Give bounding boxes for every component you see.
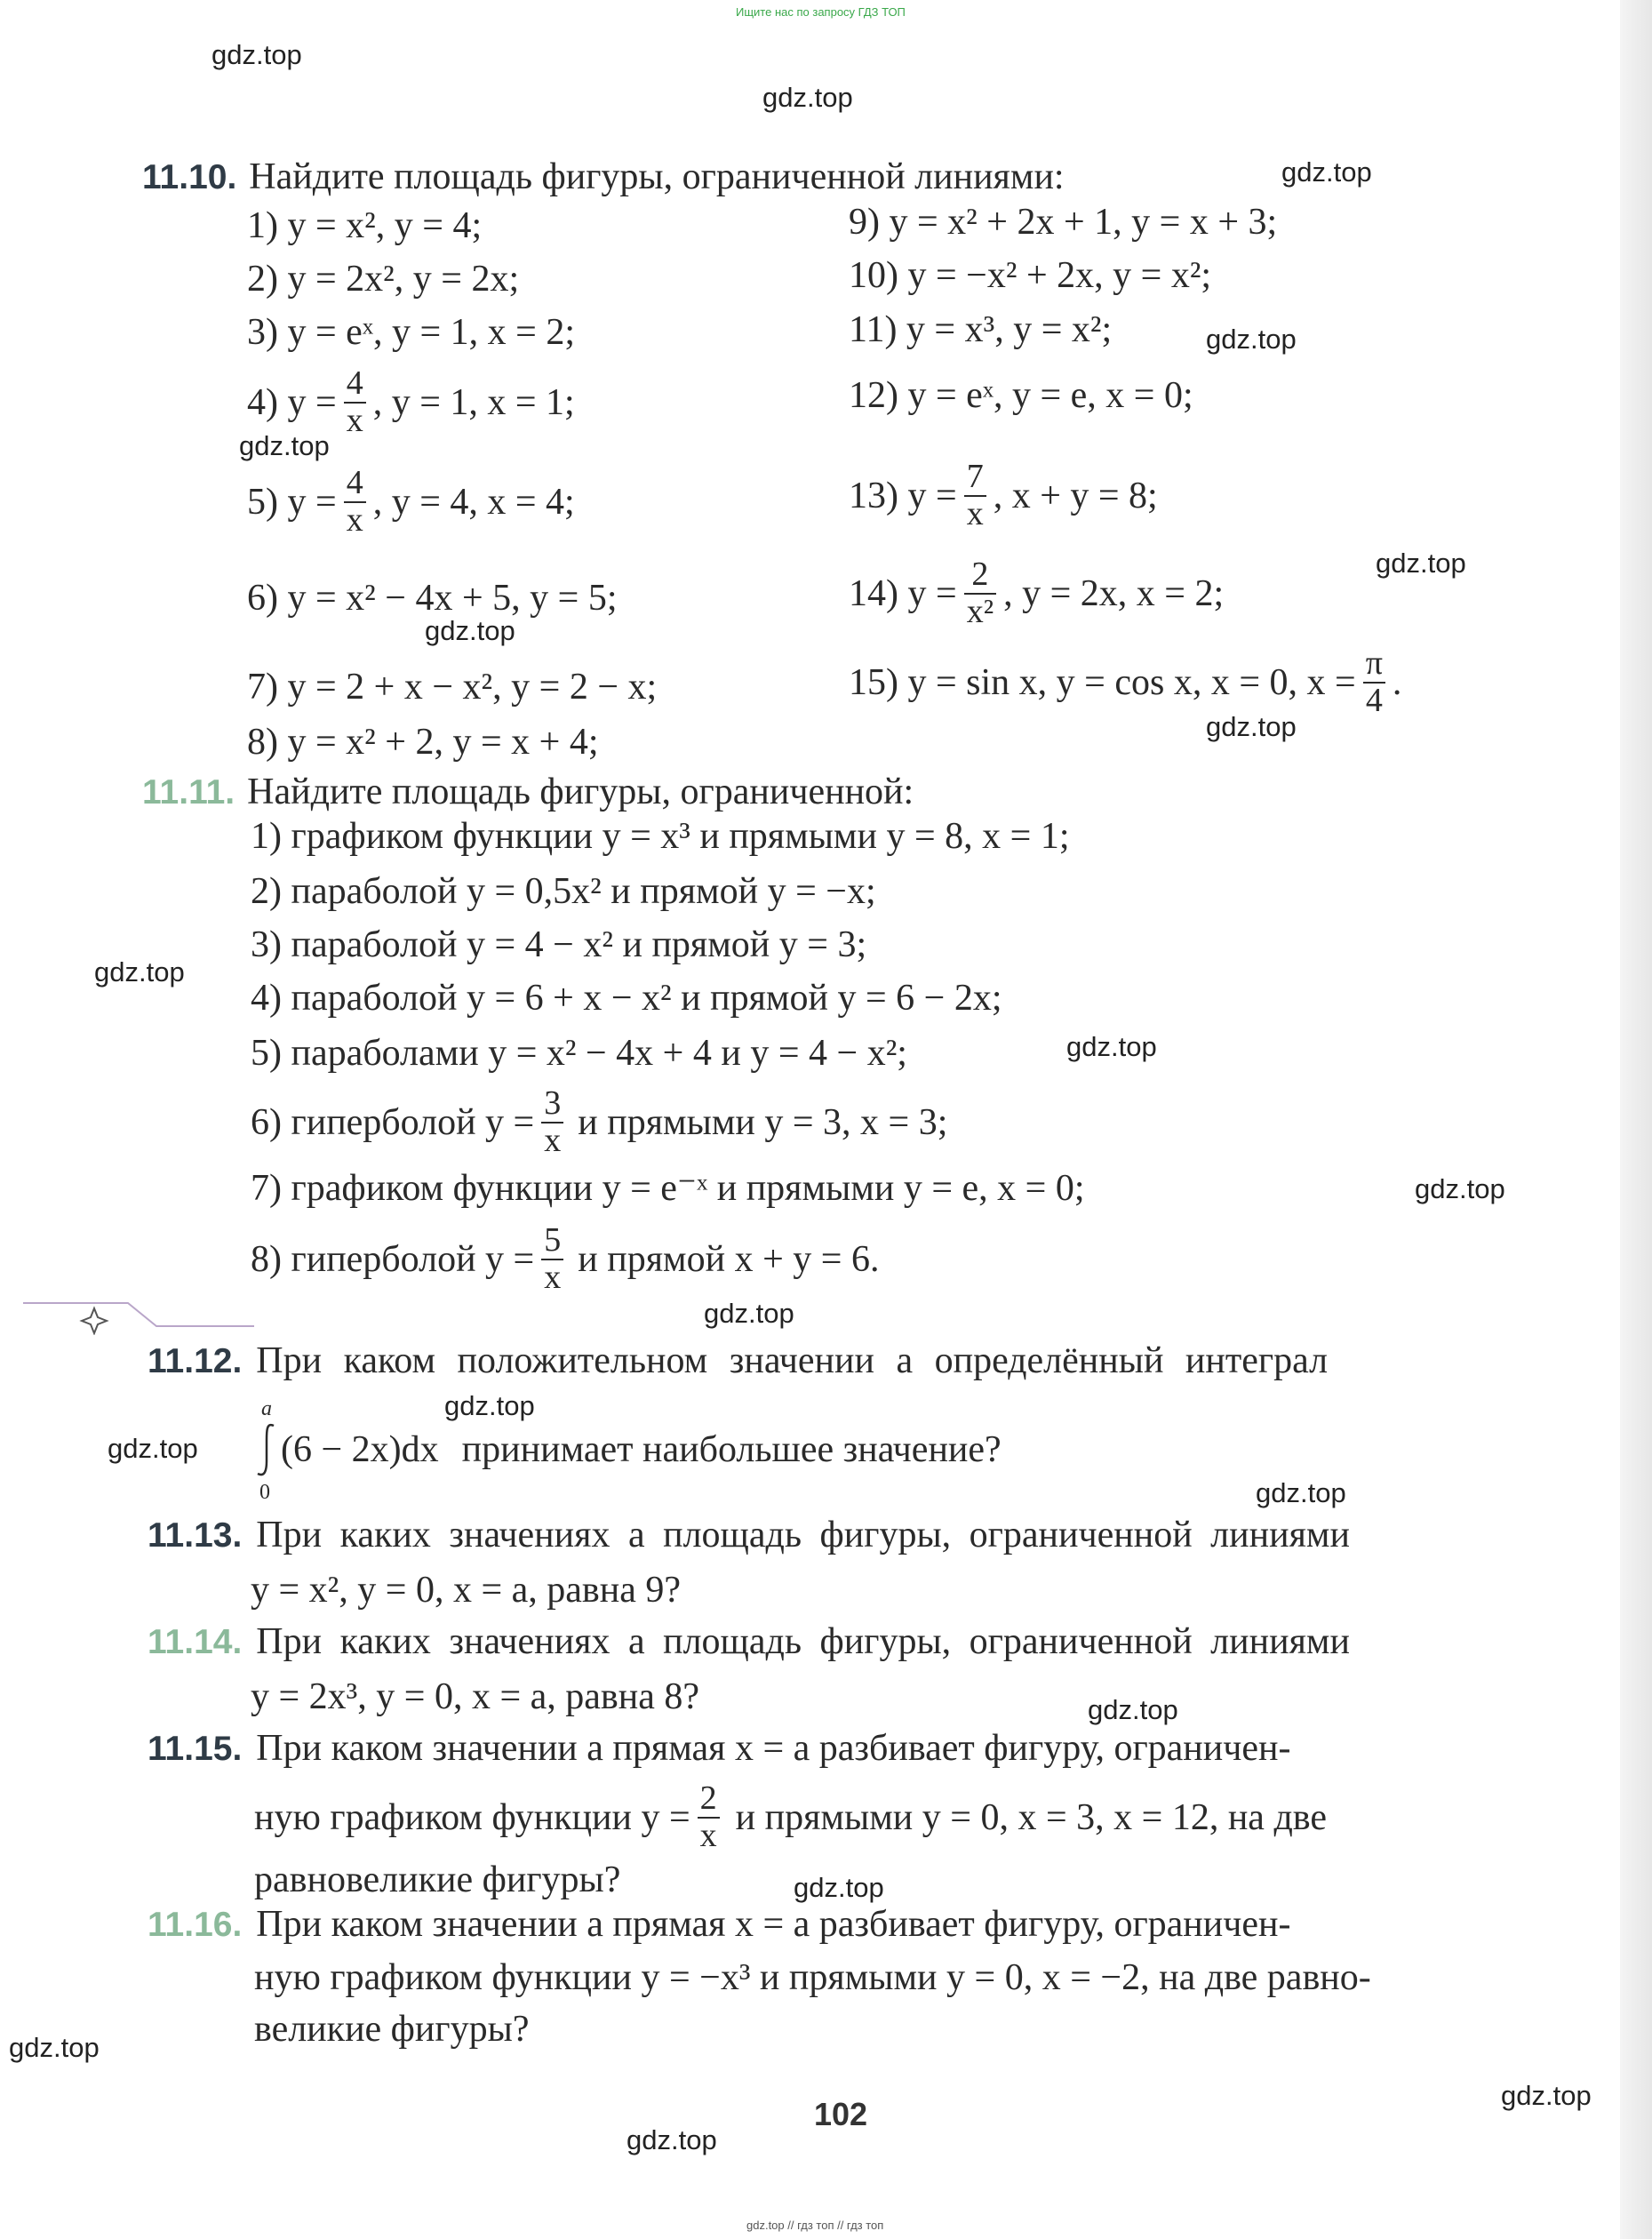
item-11-11-6 bbox=[251, 1086, 947, 1159]
item-11-10-15 bbox=[849, 646, 1401, 719]
problem-11-11-header bbox=[142, 773, 914, 811]
item-suffix: , x + y = 8; bbox=[993, 475, 1158, 516]
fraction-denominator: x bbox=[699, 1816, 717, 1854]
problem-11-15-line1 bbox=[148, 1730, 1291, 1767]
problem-11-16-line3: великие фигуры? bbox=[254, 2009, 530, 2050]
item-11-10-10: 10) y = −x² + 2x, y = x²; bbox=[849, 255, 1212, 296]
item-11-10-1: 1) y = x², y = 4; bbox=[247, 205, 483, 246]
page-edge-shadow bbox=[1620, 0, 1652, 2239]
line-suffix: и прямыми y = 0, x = 3, x = 12, на две bbox=[735, 1796, 1328, 1838]
watermark: gdz.top bbox=[425, 615, 515, 646]
item-11-11-7: 7) графиком функции y = e⁻ˣ и прямыми y = e, x = 0; bbox=[251, 1168, 1085, 1209]
item-11-10-2: 2) y = 2x², y = 2x; bbox=[247, 259, 520, 300]
watermark: gdz.top bbox=[1088, 1694, 1178, 1725]
item-11-10-4 bbox=[247, 366, 575, 439]
problem-11-14-line2: y = 2x³, y = 0, x = a, равна 8? bbox=[251, 1676, 700, 1717]
fraction-denominator: x bbox=[346, 401, 363, 439]
item-11-10-5 bbox=[247, 466, 575, 539]
watermark: gdz.top bbox=[239, 430, 330, 461]
fraction-numerator: 7 bbox=[966, 458, 984, 495]
item-11-10-12: 12) y = eˣ, y = e, x = 0; bbox=[849, 375, 1193, 416]
watermark: gdz.top bbox=[626, 2124, 717, 2155]
fraction bbox=[964, 460, 986, 532]
item-prefix: 15) y = sin x, y = cos x, x = 0, x = bbox=[849, 661, 1356, 703]
problem-text: При каком положительном значении a определённый интеграл bbox=[256, 1340, 1329, 1381]
item-11-11-1: 1) графиком функции y = x³ и прямыми y = 8, x = 1; bbox=[251, 816, 1070, 857]
item-11-11-5: 5) параболами y = x² − 4x + 4 и y = 4 − x²; bbox=[251, 1033, 907, 1074]
watermark: gdz.top bbox=[794, 1872, 884, 1903]
watermark: gdz.top bbox=[1256, 1477, 1346, 1508]
fraction bbox=[964, 557, 996, 630]
problem-11-10-header bbox=[142, 158, 1065, 196]
problem-11-13-line2: y = x², y = 0, x = a, равна 9? bbox=[251, 1570, 682, 1611]
integrand: (6 − 2x)dx bbox=[281, 1429, 439, 1470]
line-prefix: ную графиком функции y = bbox=[254, 1796, 690, 1838]
item-suffix: и прямой x + y = 6. bbox=[578, 1238, 880, 1280]
watermark: gdz.top bbox=[1206, 711, 1297, 742]
watermark: gdz.top bbox=[762, 82, 853, 113]
problem-number: 11.15. bbox=[148, 1729, 243, 1768]
fraction-numerator: 4 bbox=[346, 364, 363, 402]
problem-text: Найдите площадь фигуры, ограниченной: bbox=[247, 772, 914, 812]
problem-11-16-line1 bbox=[148, 1906, 1291, 1943]
integral-lower-limit: 0 bbox=[259, 1481, 270, 1504]
item-suffix: , y = 2x, x = 2; bbox=[1003, 572, 1225, 614]
item-11-11-8 bbox=[251, 1223, 879, 1296]
item-11-10-14 bbox=[849, 557, 1224, 630]
fraction-numerator: 3 bbox=[544, 1084, 562, 1122]
item-11-10-7: 7) y = 2 + x − x², y = 2 − x; bbox=[247, 667, 658, 708]
item-11-10-11: 11) y = x³, y = x²; bbox=[849, 309, 1113, 350]
integral-upper-limit: a bbox=[261, 1397, 272, 1420]
item-prefix: 14) y = bbox=[849, 572, 957, 614]
watermark: gdz.top bbox=[444, 1390, 535, 1421]
fraction-numerator: 5 bbox=[544, 1221, 562, 1259]
item-11-10-9: 9) y = x² + 2x + 1, y = x + 3; bbox=[849, 202, 1278, 243]
fraction-numerator: 2 bbox=[699, 1779, 717, 1817]
problem-number: 11.16. bbox=[148, 1905, 243, 1944]
problem-number: 11.11. bbox=[142, 772, 235, 812]
fraction-denominator: 4 bbox=[1365, 681, 1383, 719]
problem-number: 11.13. bbox=[148, 1515, 243, 1555]
fraction bbox=[344, 366, 366, 439]
fraction bbox=[698, 1781, 720, 1854]
watermark: gdz.top bbox=[1281, 156, 1372, 188]
star-separator-icon bbox=[23, 1299, 254, 1335]
problem-11-15-line3: равновеликие фигуры? bbox=[254, 1859, 621, 1900]
problem-11-13-line1 bbox=[148, 1516, 1350, 1554]
top-search-note: Ищите нас по запросу ГДЗ ТОП bbox=[736, 5, 906, 19]
item-11-10-8: 8) y = x² + 2, y = x + 4; bbox=[247, 722, 599, 763]
problem-text: принимает наибольшее значение? bbox=[461, 1429, 1002, 1470]
item-11-11-2: 2) параболой y = 0,5x² и прямой y = −x; bbox=[251, 871, 876, 912]
problem-text: Найдите площадь фигуры, ограниченной линиями: bbox=[249, 156, 1065, 197]
item-prefix: 4) y = bbox=[247, 381, 337, 423]
page-number: 102 bbox=[814, 2096, 868, 2132]
watermark: gdz.top bbox=[108, 1433, 198, 1464]
problem-number: 11.12. bbox=[148, 1341, 243, 1380]
problem-text: При каких значениях a площадь фигуры, ограниченной линиями bbox=[256, 1621, 1350, 1662]
item-11-10-3: 3) y = eˣ, y = 1, x = 2; bbox=[247, 312, 575, 353]
problem-11-14-line1 bbox=[148, 1623, 1350, 1660]
watermark: gdz.top bbox=[1415, 1173, 1505, 1204]
fraction bbox=[541, 1086, 563, 1159]
item-11-11-3: 3) параболой y = 4 − x² и прямой y = 3; bbox=[251, 924, 867, 965]
watermark: gdz.top bbox=[1501, 2080, 1592, 2111]
fraction bbox=[344, 466, 366, 539]
fraction-denominator: x bbox=[966, 494, 984, 532]
watermark: gdz.top bbox=[704, 1298, 794, 1329]
item-prefix: 5) y = bbox=[247, 481, 337, 523]
problem-text: При каком значении a прямая x = a разбивает фигуру, ограничен- bbox=[256, 1728, 1291, 1769]
integral-icon bbox=[254, 1422, 279, 1479]
item-prefix: 8) гиперболой y = bbox=[251, 1238, 535, 1280]
fraction-denominator: x bbox=[544, 1121, 562, 1159]
item-suffix: и прямыми y = 3, x = 3; bbox=[578, 1101, 948, 1143]
watermark: gdz.top bbox=[1066, 1031, 1157, 1062]
fraction-numerator: π bbox=[1365, 644, 1383, 682]
item-11-11-4: 4) параболой y = 6 + x − x² и прямой y = 6 − 2x; bbox=[251, 978, 1002, 1019]
problem-text: При каких значениях a площадь фигуры, ограниченной линиями bbox=[256, 1515, 1350, 1555]
fraction-denominator: x bbox=[544, 1258, 562, 1296]
item-prefix: 13) y = bbox=[849, 475, 957, 516]
fraction-numerator: 2 bbox=[971, 556, 989, 593]
fraction bbox=[541, 1223, 563, 1296]
item-suffix: . bbox=[1392, 661, 1402, 703]
problem-11-15-line2 bbox=[254, 1781, 1327, 1854]
bottom-note: gdz.top // гдз топ // гдз топ bbox=[746, 2219, 884, 2232]
item-11-10-13 bbox=[849, 460, 1158, 532]
problem-11-16-line2: ную графиком функции y = −x³ и прямыми y = 0, x = −2, на две равно- bbox=[254, 1957, 1371, 1998]
problem-number: 11.14. bbox=[148, 1622, 243, 1661]
watermark: gdz.top bbox=[1376, 548, 1466, 579]
item-prefix: 6) гиперболой y = bbox=[251, 1101, 535, 1143]
fraction bbox=[1363, 646, 1385, 719]
item-11-10-6: 6) y = x² − 4x + 5, y = 5; bbox=[247, 578, 618, 619]
fraction-denominator: x² bbox=[966, 592, 994, 630]
fraction-denominator: x bbox=[346, 500, 363, 539]
watermark: gdz.top bbox=[211, 39, 302, 70]
fraction-numerator: 4 bbox=[346, 464, 363, 501]
watermark: gdz.top bbox=[9, 2032, 100, 2063]
problem-number: 11.10. bbox=[142, 157, 237, 196]
problem-text: При каком значении a прямая x = a разбивает фигуру, ограничен- bbox=[256, 1904, 1291, 1945]
problem-11-12-line2 bbox=[281, 1431, 1002, 1468]
item-suffix: , y = 1, x = 1; bbox=[372, 381, 575, 423]
item-suffix: , y = 4, x = 4; bbox=[372, 481, 575, 523]
watermark: gdz.top bbox=[1206, 324, 1297, 355]
watermark: gdz.top bbox=[94, 956, 185, 988]
problem-11-12-line1 bbox=[148, 1342, 1328, 1379]
